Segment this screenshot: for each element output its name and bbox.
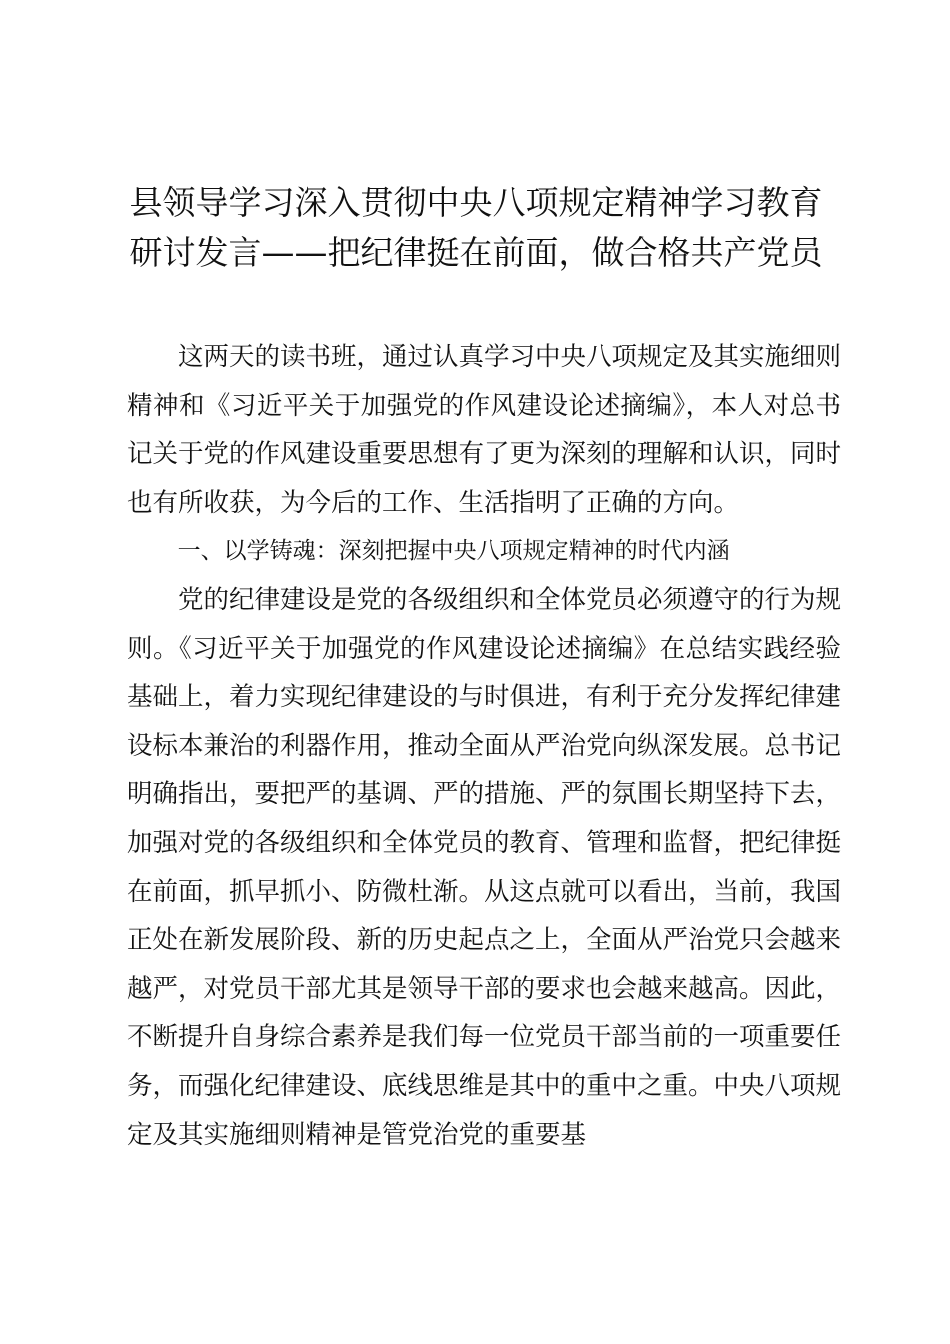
section-paragraph: 党的纪律建设是党的各级组织和全体党员必须遵守的行为规则。《习近平关于加强党的作风建设论述摘编》在总结实践经验基础上，着力实现纪律建设的与时俱进，有利于充分发挥纪律建设标本兼治的利器作用，推动全面从严治党向纵深发展。总书记明确指出，要把严的基调、严的措施、严的氛围长期坚持下去，加强对党的各级组织和全体党员的教育、管理和监督，把纪律挺在前面，抓早抓小、防微杜渐。从这点就可以看出，当前，我国正处在新发展阶段、新的历史起点之上，全面从严治党只会越来越严，对党员干部尤其是领导干部的要求也会越来越高。因此，不断提升自身综合素养是我们每一位党员干部当前的一项重要任务，而强化纪律建设、底线思维是其中的重中之重。中央八项规定及其实施细则精神是管党治党的重要基 bbox=[127, 584, 842, 1150]
document-body bbox=[127, 333, 841, 1159]
intro-paragraph: 这两天的读书班，通过认真学习中央八项规定及其实施细则精神和《习近平关于加强党的作风建设论述摘编》，本人对总书记关于党的作风建设重要思想有了更为深刻的理解和认识，同时也有所收获，为今后的工作、生活指明了正确的方向。 bbox=[127, 342, 842, 518]
section-heading: 一、以学铸魂：深刻把握中央八项规定精神的时代内涵 bbox=[177, 538, 730, 565]
document-title: 县领导学习深入贯彻中央八项规定精神学习教育研讨发言——把纪律挺在前面，做合格共产党员 bbox=[129, 183, 823, 272]
